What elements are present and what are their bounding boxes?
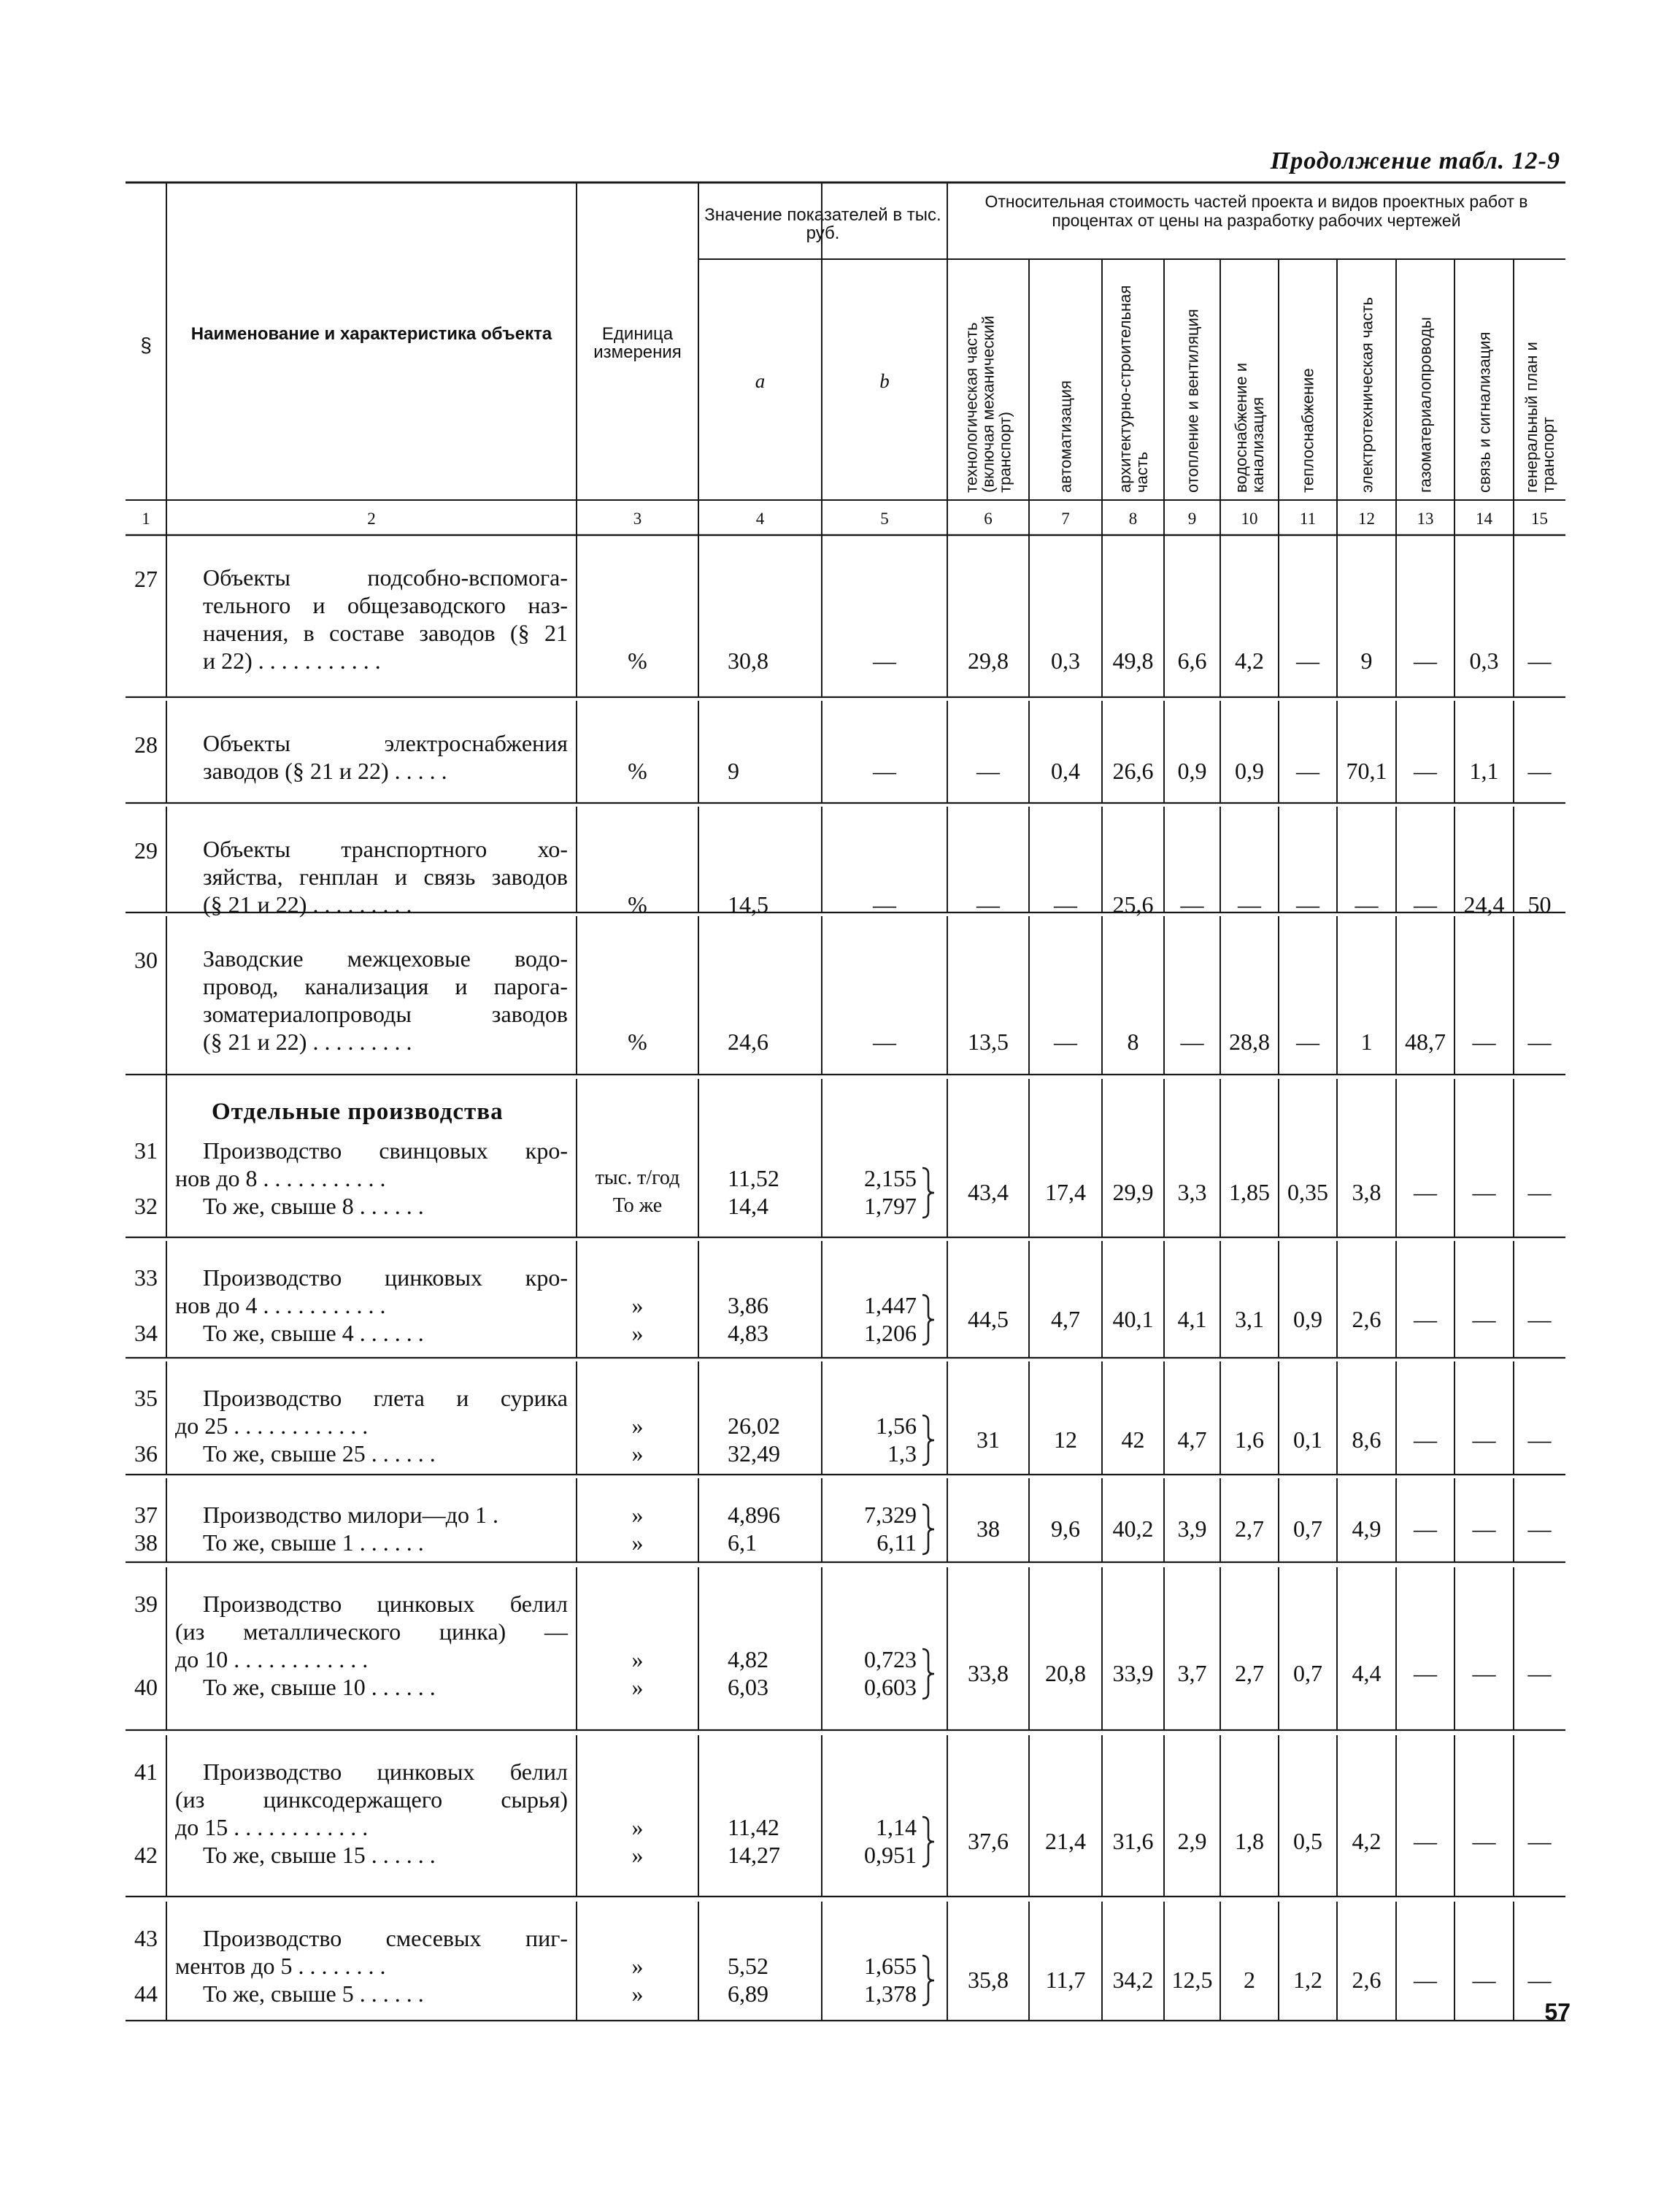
header-relative-group: Относительная стоимость частей проекта и видов проектных работ в процентах от цены на разработку рабочих чертежей <box>985 192 1528 230</box>
percent-cell: — <box>1238 891 1261 918</box>
percent-cell: 24,4 <box>1463 891 1505 918</box>
unit-cell: » <box>631 1646 644 1672</box>
value-a-cell: 14,5 <box>728 891 768 918</box>
row-name-line: Объекты подсобно-вспомога- <box>203 564 568 591</box>
percent-cell: — <box>1472 1828 1496 1854</box>
percent-cell: — <box>976 758 1000 784</box>
column-number: 7 <box>1061 510 1070 528</box>
value-b-cell: 1,14 <box>876 1814 917 1840</box>
column-number: 4 <box>755 510 765 528</box>
unit-cell: » <box>631 1413 644 1439</box>
percent-cell: — <box>1472 1179 1496 1205</box>
value-b-cell: 0,723 <box>864 1646 917 1672</box>
value-b-cell: 1,3 <box>887 1440 917 1467</box>
percent-cell: 40,1 <box>1112 1306 1154 1332</box>
percent-cell: — <box>1414 1179 1437 1205</box>
value-a-cell: 4,83 <box>728 1320 768 1346</box>
column-number: 11 <box>1299 510 1317 528</box>
percent-cell: 0,3 <box>1469 648 1499 674</box>
percent-cell: 25,6 <box>1112 891 1154 918</box>
page-caption: Продолжение табл. 12-9 <box>1270 147 1560 174</box>
percent-cell: 2,6 <box>1352 1967 1382 1993</box>
value-a-cell: 26,02 <box>728 1413 780 1439</box>
value-a-cell: 6,89 <box>728 1980 768 2007</box>
value-a-cell: 30,8 <box>728 648 768 674</box>
value-a-cell: 14,27 <box>728 1842 780 1868</box>
percent-cell: — <box>1414 1426 1437 1453</box>
value-b-cell: 2,155 <box>864 1165 917 1191</box>
percent-cell: 3,3 <box>1177 1179 1207 1205</box>
percent-cell: — <box>1054 891 1077 918</box>
percent-cell: 12,5 <box>1171 1967 1213 1993</box>
percent-cell: — <box>1296 1029 1319 1055</box>
row-name-line: (§ 21 и 22) . . . . . . . . . <box>203 1029 412 1055</box>
header-vertical-label: архитектурно-строительная часть <box>1115 285 1151 493</box>
percent-cell: — <box>1296 648 1319 674</box>
percent-cell: 2,7 <box>1235 1660 1264 1686</box>
percent-cell: 8 <box>1127 1029 1139 1055</box>
percent-cell: 4,7 <box>1051 1306 1080 1332</box>
percent-cell: — <box>1527 1828 1552 1854</box>
percent-cell: 42 <box>1121 1426 1145 1453</box>
row-name-line: провод, канализация и парога- <box>203 973 568 999</box>
percent-cell: 4,4 <box>1352 1660 1382 1686</box>
percent-cell: 4,2 <box>1235 648 1264 674</box>
percent-cell: 3,9 <box>1177 1515 1207 1542</box>
percent-cell: 2,6 <box>1352 1306 1382 1332</box>
percent-cell: 4,1 <box>1177 1306 1207 1332</box>
row-number: 35 <box>134 1385 158 1411</box>
percent-cell: 4,2 <box>1352 1828 1382 1854</box>
row-number: 39 <box>134 1591 158 1617</box>
value-b-cell: — <box>873 758 896 784</box>
value-a-cell: 9 <box>728 758 739 784</box>
row-number: 27 <box>134 566 158 592</box>
percent-cell: 0,7 <box>1293 1515 1322 1542</box>
percent-cell: 17,4 <box>1045 1179 1086 1205</box>
brace-symbol <box>922 1956 934 2005</box>
column-number: 2 <box>367 510 376 528</box>
row-name-line: зоматериалопроводы заводов <box>203 1001 568 1027</box>
percent-cell: 37,6 <box>968 1828 1009 1854</box>
row-name-line: нов до 8 . . . . . . . . . . . <box>175 1165 386 1191</box>
header-vertical-label: технологическая часть (включая механический транспорт) <box>962 315 1014 493</box>
percent-cell: 0,35 <box>1287 1179 1328 1205</box>
value-b-cell: 1,797 <box>864 1193 917 1219</box>
header-vertical-label: отопление и вентиляция <box>1183 309 1201 493</box>
header-vertical-label: теплоснабжение <box>1298 368 1317 493</box>
percent-cell: 40,2 <box>1112 1515 1154 1542</box>
percent-cell: 9,6 <box>1051 1515 1080 1542</box>
row-name-line: Производство смесевых пиг- <box>203 1925 568 1951</box>
percent-cell: — <box>1527 1660 1552 1686</box>
unit-cell: » <box>631 1440 644 1467</box>
percent-cell: 0,1 <box>1293 1426 1322 1453</box>
brace-symbol <box>922 1649 934 1699</box>
row-number: 40 <box>134 1674 158 1700</box>
column-number: 15 <box>1531 510 1548 528</box>
row-name-line: То же, свыше 8 . . . . . . <box>203 1193 424 1219</box>
header-values-group: Значение показателей в тыс. руб. <box>704 205 941 243</box>
percent-cell: 35,8 <box>968 1967 1009 1993</box>
row-name-line: до 15 . . . . . . . . . . . . <box>175 1814 369 1840</box>
unit-cell: % <box>628 891 647 918</box>
column-number: 10 <box>1241 510 1258 528</box>
value-a-cell: 14,4 <box>728 1193 768 1219</box>
percent-cell: 50 <box>1527 891 1552 918</box>
percent-cell: — <box>1414 1515 1437 1542</box>
row-number: 34 <box>134 1320 158 1346</box>
percent-cell: 8,6 <box>1352 1426 1382 1453</box>
row-name-line: (§ 21 и 22) . . . . . . . . . <box>203 891 412 918</box>
row-number: 31 <box>134 1137 158 1164</box>
value-b-cell: 6,11 <box>876 1529 917 1556</box>
row-name-line: до 10 . . . . . . . . . . . . <box>175 1646 369 1672</box>
row-number: 41 <box>134 1759 158 1785</box>
value-b-cell: — <box>873 891 896 918</box>
row-name-line: Производство милори—до 1 . <box>203 1502 498 1528</box>
unit-cell: » <box>631 1292 644 1318</box>
percent-cell: 29,8 <box>968 648 1009 674</box>
row-number: 44 <box>134 1980 158 2007</box>
row-number: 36 <box>134 1440 158 1467</box>
percent-cell: 26,6 <box>1112 758 1154 784</box>
header-vertical-label: водоснабжение и канализация <box>1232 362 1267 493</box>
percent-cell: 6,6 <box>1177 648 1207 674</box>
value-a-cell: 24,6 <box>728 1029 768 1055</box>
percent-cell: — <box>1180 891 1204 918</box>
column-number: 12 <box>1358 510 1375 528</box>
column-number: 5 <box>880 510 889 528</box>
row-name-line: Производство цинковых белил <box>203 1759 568 1785</box>
percent-cell: — <box>1180 1029 1204 1055</box>
row-number: 43 <box>134 1925 158 1951</box>
percent-cell: 3,1 <box>1235 1306 1264 1332</box>
percent-cell: 29,9 <box>1112 1179 1154 1205</box>
unit-cell: » <box>631 1814 644 1840</box>
percent-cell: — <box>1527 1029 1552 1055</box>
percent-cell: 0,9 <box>1293 1306 1322 1332</box>
brace-symbol <box>922 1168 934 1218</box>
column-number: 9 <box>1187 510 1197 528</box>
header-vertical-label: автоматизация <box>1056 380 1075 493</box>
header-paragraph-symbol: § <box>140 334 152 356</box>
unit-cell: » <box>631 1674 644 1700</box>
percent-cell: — <box>1472 1426 1496 1453</box>
row-name-line: нов до 4 . . . . . . . . . . . <box>175 1292 386 1318</box>
header-vertical-label: электротехническая часть <box>1357 296 1376 493</box>
row-name-line: То же, свыше 15 . . . . . . <box>203 1842 436 1868</box>
percent-cell: 12 <box>1054 1426 1077 1453</box>
row-name-line: Заводские межцеховые водо- <box>203 945 568 972</box>
row-name-line: То же, свыше 5 . . . . . . <box>203 1980 424 2007</box>
value-b-cell: — <box>873 648 896 674</box>
unit-cell: % <box>628 758 647 784</box>
percent-cell: 44,5 <box>968 1306 1009 1332</box>
row-number: 42 <box>134 1842 158 1868</box>
percent-cell: — <box>1527 1426 1552 1453</box>
percent-cell: — <box>1527 758 1552 784</box>
value-a-cell: 5,52 <box>728 1953 768 1979</box>
unit-cell: » <box>631 1980 644 2007</box>
row-number: 37 <box>134 1502 158 1528</box>
percent-cell: — <box>1414 891 1437 918</box>
percent-cell: — <box>1472 1967 1496 1993</box>
percent-cell: — <box>1527 1179 1552 1205</box>
unit-cell: » <box>631 1953 644 1979</box>
percent-cell: 3,8 <box>1352 1179 1382 1205</box>
brace-symbol <box>922 1505 934 1554</box>
percent-cell: 2,7 <box>1235 1515 1264 1542</box>
percent-cell: 38 <box>976 1515 1000 1542</box>
unit-cell: » <box>631 1842 644 1868</box>
percent-cell: — <box>1527 1967 1552 1993</box>
header-name-column: Наименование и характеристика объекта <box>190 324 552 344</box>
percent-cell: 1 <box>1360 1029 1373 1055</box>
percent-cell: 4,9 <box>1352 1515 1382 1542</box>
percent-cell: — <box>1472 1660 1496 1686</box>
percent-cell: 0,4 <box>1051 758 1080 784</box>
brace-symbol <box>922 1295 934 1345</box>
percent-cell: 1,8 <box>1235 1828 1264 1854</box>
value-b-cell: 1,206 <box>864 1320 917 1346</box>
row-name-line: и 22) . . . . . . . . . . . <box>203 648 381 674</box>
column-number: 14 <box>1476 510 1492 528</box>
value-a-cell: 11,52 <box>728 1165 779 1191</box>
percent-cell: 2,9 <box>1177 1828 1207 1854</box>
unit-cell: % <box>628 1029 647 1055</box>
row-name-line: Объекты электроснабжения <box>203 730 568 756</box>
value-a-cell: 6,1 <box>728 1529 757 1556</box>
column-number: 1 <box>142 510 150 528</box>
percent-cell: — <box>1527 1306 1552 1332</box>
row-name-line: Производство цинковых кро- <box>203 1264 568 1291</box>
percent-cell: 33,9 <box>1112 1660 1154 1686</box>
value-b-cell: 1,378 <box>864 1980 917 2007</box>
unit-cell: » <box>631 1502 644 1528</box>
percent-cell: 0,9 <box>1235 758 1264 784</box>
row-name-line: То же, свыше 1 . . . . . . <box>203 1529 424 1556</box>
row-number: 33 <box>134 1264 158 1291</box>
percent-cell: 3,7 <box>1177 1660 1207 1686</box>
percent-cell: 1,2 <box>1293 1967 1322 1993</box>
percent-cell: — <box>1296 891 1319 918</box>
value-b-cell: 1,447 <box>864 1292 917 1318</box>
percent-cell: 1,85 <box>1229 1179 1270 1205</box>
percent-cell: 2 <box>1244 1967 1255 1993</box>
percent-cell: 13,5 <box>968 1029 1009 1055</box>
percent-cell: — <box>1414 1967 1437 1993</box>
row-name-line: То же, свыше 4 . . . . . . <box>203 1320 424 1346</box>
percent-cell: 0,9 <box>1177 758 1207 784</box>
unit-cell: » <box>631 1529 644 1556</box>
row-number: 32 <box>134 1193 158 1219</box>
percent-cell: 33,8 <box>968 1660 1009 1686</box>
value-b-cell: — <box>873 1029 896 1055</box>
value-a-cell: 11,42 <box>728 1814 779 1840</box>
percent-cell: — <box>1414 758 1437 784</box>
value-a-cell: 32,49 <box>728 1440 780 1467</box>
row-name-line: Производство цинковых белил <box>203 1591 568 1617</box>
percent-cell: 9 <box>1360 648 1373 674</box>
percent-cell: 4,7 <box>1177 1426 1207 1453</box>
percent-cell: — <box>1355 891 1379 918</box>
percent-cell: 43,4 <box>968 1179 1009 1205</box>
percent-cell: — <box>1414 1660 1437 1686</box>
value-b-cell: 1,56 <box>876 1413 917 1439</box>
row-name-line: начения, в составе заводов (§ 21 <box>203 620 568 646</box>
percent-cell: 20,8 <box>1045 1660 1086 1686</box>
header-col-a: a <box>755 370 766 392</box>
percent-cell: — <box>1054 1029 1077 1055</box>
percent-cell: 0,5 <box>1293 1828 1322 1854</box>
percent-cell: — <box>1472 1306 1496 1332</box>
percent-cell: 48,7 <box>1405 1029 1446 1055</box>
value-b-cell: 0,603 <box>864 1674 917 1700</box>
percent-cell: 11,7 <box>1045 1967 1086 1993</box>
unit-cell: » <box>631 1320 644 1346</box>
row-name-line: тельного и общезаводского наз- <box>203 592 568 618</box>
percent-cell: — <box>1472 1029 1496 1055</box>
row-name-line: (из цинксодержащего сырья) <box>175 1786 568 1813</box>
row-name-line: до 25 . . . . . . . . . . . . <box>175 1413 369 1439</box>
percent-cell: 0,7 <box>1293 1660 1322 1686</box>
header-unit-column: Единица измерения <box>593 324 682 362</box>
row-name-line: Объекты транспортного хо- <box>203 836 568 862</box>
percent-cell: — <box>1472 1515 1496 1542</box>
value-b-cell: 7,329 <box>864 1502 917 1528</box>
section-title: Отдельные производства <box>212 1099 504 1125</box>
row-number: 29 <box>134 837 158 864</box>
header-vertical-label: связь и сигнализация <box>1475 331 1493 493</box>
header-col-b: b <box>879 370 890 392</box>
column-number: 13 <box>1417 510 1434 528</box>
brace-symbol <box>922 1415 934 1465</box>
value-b-cell: 1,655 <box>864 1953 917 1979</box>
percent-cell: — <box>1414 1828 1437 1854</box>
percent-cell: — <box>1527 1515 1552 1542</box>
percent-cell: 28,8 <box>1229 1029 1270 1055</box>
unit-cell: То же <box>612 1194 663 1217</box>
percent-cell: 21,4 <box>1045 1828 1086 1854</box>
brace-symbol <box>922 1817 934 1867</box>
row-name-line: То же, свыше 25 . . . . . . <box>203 1440 436 1467</box>
row-name-line: зяйства, генплан и связь заводов <box>203 864 568 890</box>
row-name-line: (из металлического цинка) — <box>175 1618 568 1645</box>
header-vertical-label: газоматериалопроводы <box>1416 317 1435 493</box>
value-a-cell: 4,82 <box>728 1646 768 1672</box>
value-a-cell: 4,896 <box>728 1502 780 1528</box>
column-number: 8 <box>1128 510 1138 528</box>
column-number: 3 <box>633 510 642 528</box>
value-a-cell: 6,03 <box>728 1674 768 1700</box>
page-number: 57 <box>1544 1999 1571 2025</box>
percent-cell: 1,1 <box>1469 758 1499 784</box>
row-number: 28 <box>134 731 158 758</box>
row-name-line: То же, свыше 10 . . . . . . <box>203 1674 436 1700</box>
row-number: 30 <box>134 947 158 973</box>
percent-cell: 0,3 <box>1051 648 1080 674</box>
row-number: 38 <box>134 1529 158 1556</box>
percent-cell: 34,2 <box>1112 1967 1154 1993</box>
row-name-line: ментов до 5 . . . . . . . . <box>175 1953 386 1979</box>
percent-cell: — <box>1414 1306 1437 1332</box>
header-vertical-label: генеральный план и транспорт <box>1522 342 1557 493</box>
value-a-cell: 3,86 <box>728 1292 768 1318</box>
row-name-line: Производство глета и сурика <box>203 1385 568 1411</box>
unit-cell: тыс. т/год <box>595 1167 680 1189</box>
percent-cell: 1,6 <box>1235 1426 1264 1453</box>
percent-cell: — <box>976 891 1000 918</box>
percent-cell: 31,6 <box>1112 1828 1154 1854</box>
value-b-cell: 0,951 <box>864 1842 917 1868</box>
percent-cell: — <box>1414 648 1437 674</box>
unit-cell: % <box>628 648 647 674</box>
row-name-line: заводов (§ 21 и 22) . . . . . <box>203 758 447 784</box>
percent-cell: — <box>1296 758 1319 784</box>
percent-cell: 31 <box>976 1426 1000 1453</box>
column-number: 6 <box>984 510 993 528</box>
row-name-line: Производство свинцовых кро- <box>203 1137 568 1164</box>
percent-cell: 49,8 <box>1112 648 1154 674</box>
percent-cell: 70,1 <box>1346 758 1387 784</box>
percent-cell: — <box>1527 648 1552 674</box>
